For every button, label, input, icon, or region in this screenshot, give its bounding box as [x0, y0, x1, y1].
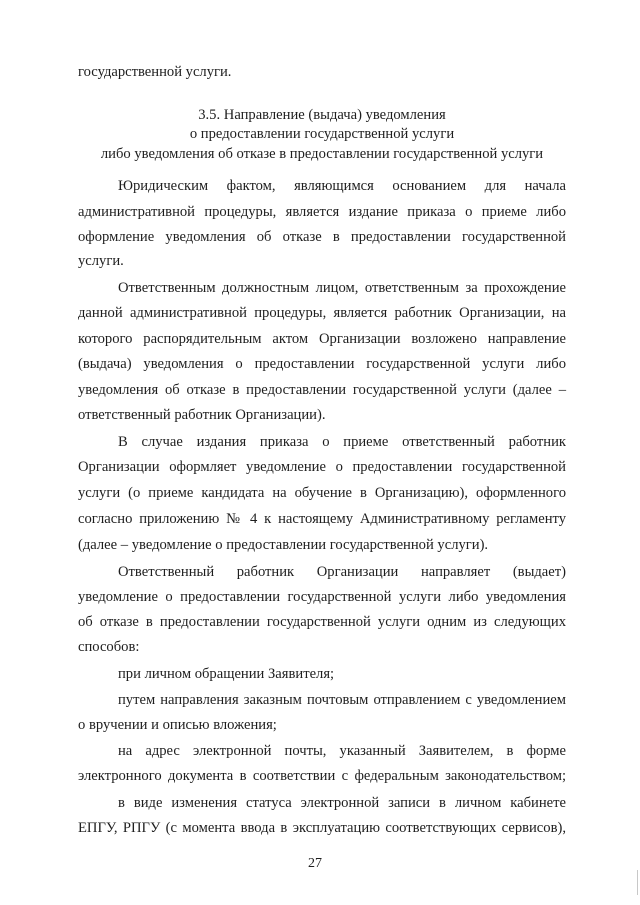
- scan-edge-mark: [637, 870, 638, 895]
- page-number: 27: [308, 856, 322, 871]
- paragraph-line: уведомления об отказе в предоставлении государственной услуги (далее –: [78, 382, 566, 398]
- paragraph-line: уведомление о предоставлении государственной услуги либо уведомления: [78, 589, 566, 605]
- paragraph-line: оформление уведомления об отказе в предоставлении государственной: [78, 229, 566, 245]
- paragraph-line: Организации оформляет уведомление о предоставлении государственной: [78, 459, 566, 475]
- paragraph-line: Ответственный работник Организации направляет (выдает): [118, 564, 566, 580]
- paragraph-line: данной административной процедуры, является работник Организации, на: [78, 305, 566, 321]
- paragraph-line: путем направления заказным почтовым отправлением с уведомлением: [118, 692, 566, 708]
- paragraph-line: услуги (о приеме кандидата на обучение в Организацию), оформленного: [78, 485, 566, 501]
- paragraph-line: услуги.: [78, 253, 124, 269]
- continuation-line: государственной услуги.: [78, 64, 232, 80]
- paragraph-line: электронного документа в соответствии с федеральным законодательством;: [78, 768, 566, 784]
- paragraph-line: согласно приложению № 4 к настоящему Административному регламенту: [78, 511, 566, 527]
- paragraph-line: ответственный работник Организации).: [78, 407, 326, 423]
- paragraph-line: при личном обращении Заявителя;: [118, 666, 335, 682]
- paragraph-line: В случае издания приказа о приеме ответственный работник: [118, 434, 566, 450]
- paragraph-line: о вручении и описью вложения;: [78, 717, 277, 733]
- paragraph-line: способов:: [78, 639, 140, 655]
- paragraph-line: Ответственным должностным лицом, ответственным за прохождение: [118, 280, 566, 296]
- paragraph-line: (далее – уведомление о предоставлении государственной услуги).: [78, 537, 489, 553]
- paragraph-line: на адрес электронной почты, указанный Заявителем, в форме: [118, 743, 566, 759]
- paragraph-line: ЕПГУ, РПГУ (с момента ввода в эксплуатацию соответствующих сервисов),: [78, 820, 566, 836]
- paragraph-line: Юридическим фактом, являющимся основанием для начала: [118, 178, 566, 194]
- section-heading-line: 3.5. Направление (выдача) уведомления: [198, 107, 446, 123]
- paragraph-line: об отказе в предоставлении государственной услуги одним из следующих: [78, 614, 566, 630]
- paragraph-line: административной процедуры, является издание приказа о приеме либо: [78, 204, 566, 220]
- paragraph-line: которого распорядительным актом Организации возложено направление: [78, 331, 566, 347]
- paragraph-line: в виде изменения статуса электронной записи в личном кабинете: [118, 795, 566, 811]
- paragraph-line: (выдача) уведомления о предоставлении государственной услуги либо: [78, 356, 566, 372]
- section-heading-line: либо уведомления об отказе в предоставлении государственной услуги: [100, 146, 544, 162]
- section-heading-line: о предоставлении государственной услуги: [189, 126, 455, 142]
